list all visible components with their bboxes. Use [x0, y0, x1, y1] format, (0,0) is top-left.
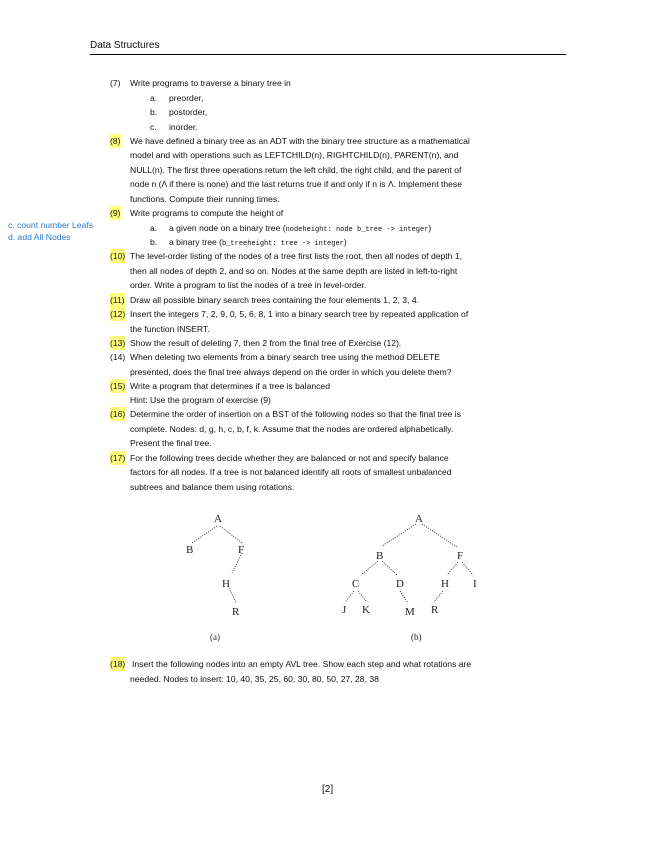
q16-line: Present the final tree. — [130, 438, 212, 448]
q14-number: (14) — [110, 352, 126, 362]
q15-number: (15) — [110, 379, 125, 393]
tree-b-node: R — [431, 604, 439, 616]
tree-b-node: B — [376, 550, 384, 562]
figure-a-caption: (a) — [210, 632, 220, 642]
q8-line: We have defined a binary tree as an ADT with the binary tree structure as a mathematical — [130, 136, 470, 146]
tree-b-node: I — [473, 578, 477, 590]
q18-line: needed. Nodes to insert: 10, 40, 35, 25, 60, 30, 80, 50, 27, 28, 38 — [130, 674, 379, 684]
q9-item-a: a given node on a binary tree (nodeheight: node b_tree -> integer) — [169, 223, 432, 234]
tree-a-node: H — [222, 578, 230, 590]
tree-b-node: A — [415, 513, 423, 525]
q12-number: (12) — [110, 307, 125, 321]
q11-number: (11) — [110, 293, 125, 307]
q9-item-a-label: a. — [150, 223, 158, 233]
tree-b-node: D — [396, 578, 404, 590]
q18-line: Insert the following nodes into an empty AVL tree. Show each step and what rotations are — [132, 659, 472, 669]
q7-item-a-label: a. — [150, 93, 158, 103]
q14-line: When deleting two elements from a binary search tree using the method DELETE — [130, 352, 441, 362]
q9-item-b: a binary tree (b_treeheight: tree -> integer) — [169, 237, 347, 248]
q9-item-b-code: b_treeheight: tree -> integer — [222, 240, 344, 248]
q7-item-a: preorder, — [169, 93, 204, 103]
q10-line: then all nodes of depth 2, and so on. Nodes at the same depth are listed in left-to-right — [130, 266, 458, 276]
tree-a-node: A — [214, 513, 222, 525]
q7-item-c-label: c. — [150, 122, 157, 132]
tree-a-node: B — [186, 544, 194, 556]
header-rule — [90, 54, 566, 55]
q7-text: Write programs to traverse a binary tree in — [130, 78, 291, 88]
q13-text: Show the result of deleting 7, then 2 from the final tree of Exercise (12). — [130, 338, 402, 348]
q7-number: (7) — [110, 78, 121, 88]
side-note-add-nodes: d. add All Nodes — [8, 232, 71, 242]
running-header: Data Structures — [90, 40, 160, 51]
tree-b-node: H — [441, 578, 449, 590]
q11-text: Draw all possible binary search trees containing the four elements 1, 2, 3, 4. — [130, 295, 419, 305]
q17-number: (17) — [110, 451, 125, 465]
q8-line: model and with operations such as LEFTCHILD(n), RIGHTCHILD(n), PARENT(n), and — [130, 150, 459, 160]
q16-number: (16) — [110, 407, 125, 421]
q7-item-b-label: b. — [150, 107, 158, 117]
q10-line: order. Write a program to list the nodes of a tree in level-order. — [130, 280, 367, 290]
q9-item-b-label: b. — [150, 237, 158, 247]
q15-line: Hint: Use the program of exercise (9) — [130, 395, 271, 405]
tree-b-node: J — [342, 604, 347, 616]
page-number: [2] — [322, 784, 334, 795]
q17-line: factors for all nodes. If a tree is not balanced identify all roots of smallest unbalanced — [130, 467, 452, 477]
q18-number: (18) — [110, 657, 125, 671]
q10-line: The level-order listing of the nodes of a tree first lists the root, then all nodes of depth 1, — [130, 251, 463, 261]
q13-number: (13) — [110, 336, 125, 350]
q17-line: subtrees and balance them using rotations. — [130, 482, 295, 492]
tree-figure-b — [330, 505, 500, 645]
tree-b-node: F — [457, 550, 464, 562]
tree-a-node: R — [232, 606, 240, 618]
tree-b-node: M — [405, 606, 415, 618]
q8-line: node n (Λ if there is none) and the last returns true if and only if n is Λ. Implement these — [130, 179, 463, 189]
q9-item-a-code: nodeheight: node b_tree -> integer — [285, 226, 429, 234]
q10-number: (10) — [110, 249, 125, 263]
q12-line: Insert the integers 7, 2, 9, 0, 5, 6, 8, 1 into a binary search tree by repeated application of — [130, 309, 469, 319]
q16-line: complete. Nodes: d, g, h, c, b, f, k. Assume that the nodes are ordered alphabetically. — [130, 424, 454, 434]
q16-line: Determine the order of insertion on a BST of the following nodes so that the final tree is — [130, 409, 461, 419]
side-note-count-leafs: c. count number Leafs — [8, 220, 94, 230]
tree-figure-a — [170, 505, 280, 645]
q7-item-b: postorder, — [169, 107, 208, 117]
q9-number: (9) — [110, 206, 121, 220]
q8-number: (8) — [110, 134, 121, 148]
q14-line: presented, does the final tree always depend on the order in which you delete them? — [130, 367, 452, 377]
tree-b-node: K — [362, 604, 370, 616]
q8-line: functions. Compute their running times. — [130, 194, 280, 204]
q9-text: Write programs to compute the height of — [130, 208, 284, 218]
q17-line: For the following trees decide whether they are balanced or not and specify balance — [130, 453, 449, 463]
q12-line: the function INSERT. — [130, 324, 210, 334]
tree-a-node: F — [238, 544, 245, 556]
q15-line: Write a program that determines if a tree is balanced — [130, 381, 330, 391]
q7-item-c: inorder. — [169, 122, 198, 132]
q8-line: NULL(n). The first three operations return the left child, the right child, and the parent of — [130, 165, 462, 175]
tree-b-node: C — [352, 578, 360, 590]
figure-b-caption: (b) — [411, 632, 422, 642]
